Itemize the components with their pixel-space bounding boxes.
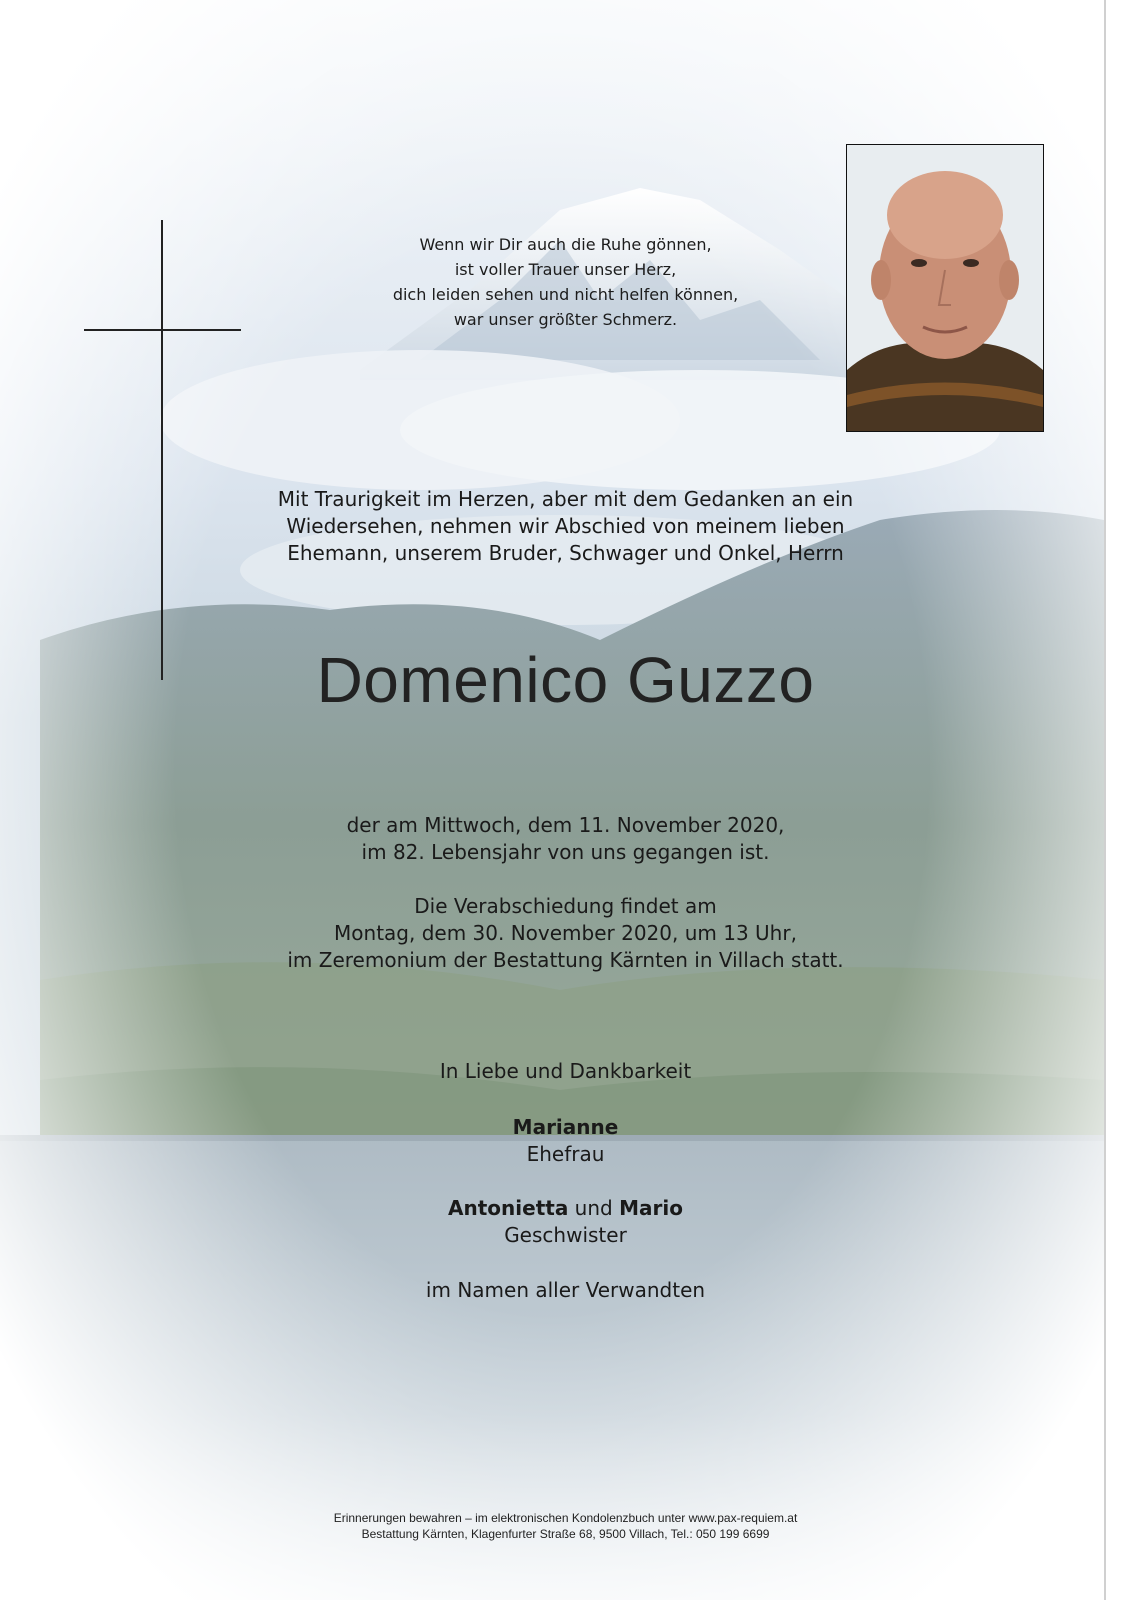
footer-condolence-line: Erinnerungen bewahren – im elektronischen Kondolenzbuch unter www.pax-requiem.at	[333, 1511, 798, 1525]
poem-line: war unser größter Schmerz.	[453, 310, 678, 329]
poem-line: ist voller Trauer unser Herz,	[454, 260, 677, 279]
mourner-spouse	[0, 1114, 1131, 1168]
spouse-name: Marianne	[512, 1115, 619, 1139]
poem-line: Wenn wir Dir auch die Ruhe gönnen,	[419, 235, 712, 254]
ceremony-line: Die Verabschiedung findet am	[414, 894, 717, 918]
death-notice	[0, 812, 1131, 866]
ceremony-notice	[0, 893, 1131, 974]
deceased-name: Domenico Guzzo	[316, 644, 815, 716]
intro-text	[0, 486, 1131, 567]
death-line: im 82. Lebensjahr von uns gegangen ist.	[361, 840, 770, 864]
mourner-siblings	[0, 1195, 1131, 1249]
closing-phrase: In Liebe und Dankbarkeit	[439, 1059, 692, 1083]
sibling-name: Mario	[619, 1196, 683, 1220]
relatives-line: im Namen aller Verwandten	[425, 1278, 706, 1302]
poem-line: dich leiden sehen und nicht helfen können,	[392, 285, 739, 304]
siblings-relation: Geschwister	[504, 1223, 627, 1247]
spouse-relation: Ehefrau	[526, 1142, 605, 1166]
footer	[0, 1510, 1131, 1542]
intro-line: Wiedersehen, nehmen wir Abschied von meinem lieben	[286, 514, 845, 538]
death-line: der am Mittwoch, dem 11. November 2020,	[346, 813, 785, 837]
intro-line: Mit Traurigkeit im Herzen, aber mit dem Gedanken an ein	[277, 487, 854, 511]
siblings-connector: und	[568, 1196, 620, 1220]
sibling-name: Antonietta	[448, 1196, 569, 1220]
footer-address-line: Bestattung Kärnten, Klagenfurter Straße 68, 9500 Villach, Tel.: 050 199 6699	[361, 1527, 770, 1541]
ceremony-line: Montag, dem 30. November 2020, um 13 Uhr,	[334, 921, 797, 945]
ceremony-line: im Zeremonium der Bestattung Kärnten in Villach statt.	[287, 948, 844, 972]
siblings-names	[0, 1195, 1131, 1222]
intro-line: Ehemann, unserem Bruder, Schwager und Onkel, Herrn	[287, 541, 844, 565]
poem	[0, 232, 1131, 332]
